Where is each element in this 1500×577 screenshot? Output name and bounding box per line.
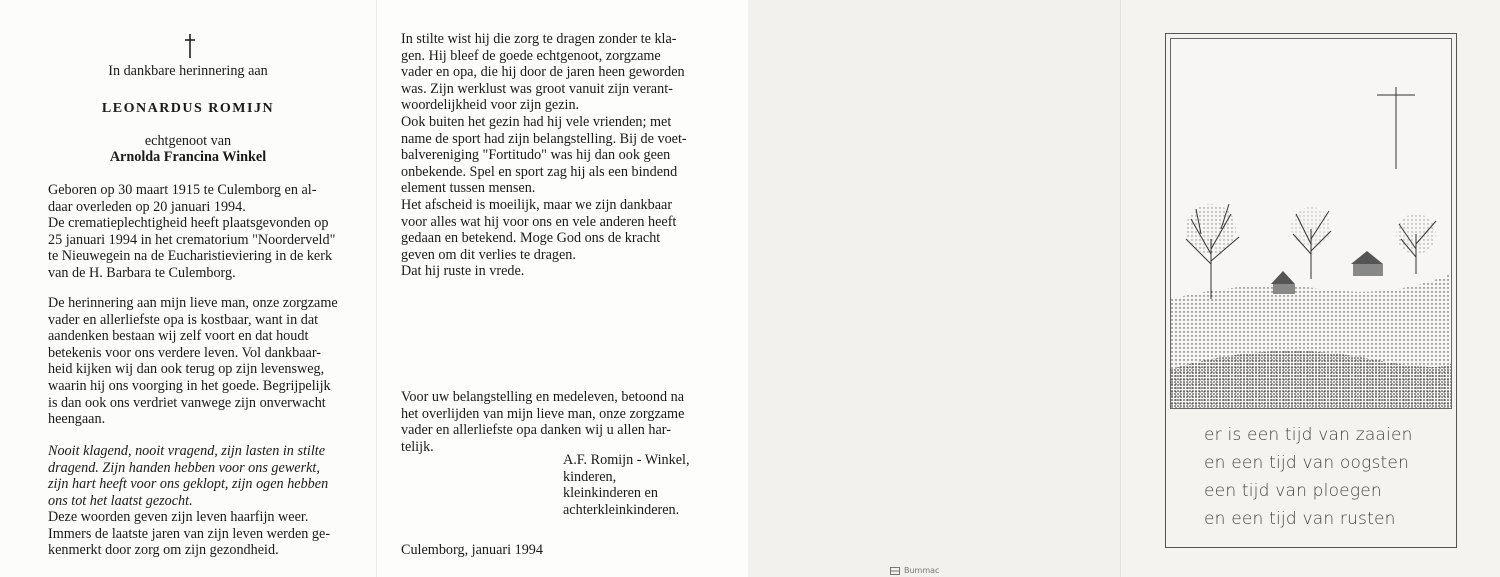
card-left-page bbox=[0, 0, 376, 577]
intro-text: In dankbare herinnering aan bbox=[108, 63, 268, 79]
thanks-line: telijk. bbox=[401, 438, 434, 455]
story-line: gedaan en betekend. Moge God ons de kracht bbox=[401, 230, 661, 247]
spouse-label: echtgenoot van bbox=[144, 133, 232, 149]
card-middle-page bbox=[376, 0, 749, 577]
memory-line: aandenken bestaan wij zelf voort en dat houdt bbox=[48, 328, 309, 345]
poem-line: er is een tijd van zaaien bbox=[1204, 425, 1413, 445]
story-line: In stilte wist hij die zorg te dragen zonder te kla- bbox=[401, 31, 677, 47]
story-line: vader en opa, die hij door de jaren heen geworden bbox=[401, 64, 685, 81]
memory-line: betekenis voor ons verdere leven. Vol dankbaar- bbox=[48, 344, 321, 361]
quote-line: dragend. Zijn handen hebben voor ons gewerkt, bbox=[48, 459, 320, 476]
outer-frame bbox=[1165, 33, 1457, 548]
story-line: woordelijkheid voor zijn gezin. bbox=[401, 97, 580, 114]
bio-line: daar overleden op 20 januari 1994. bbox=[48, 198, 246, 215]
spouse-name: Arnolda Francina Winkel bbox=[109, 149, 267, 165]
closing-line: Immers de laatste jaren van zijn leven werden ge- bbox=[48, 525, 331, 542]
quote-line: ons tot het laatst gezocht. bbox=[48, 492, 193, 509]
story-line: element tussen mensen. bbox=[401, 180, 536, 197]
thanks-line: het overlijden van mijn lieve man, onze zorgzame bbox=[401, 405, 685, 422]
story-line: Dat hij ruste in vrede. bbox=[401, 263, 525, 280]
memory-line: De herinnering aan mijn lieve man, onze zorgzame bbox=[48, 295, 338, 311]
story-line: gen. Hij bleef de goede echtgenoot, zorgzame bbox=[401, 47, 661, 64]
card-front-page bbox=[1120, 0, 1500, 577]
poem-line: en een tijd van rusten bbox=[1204, 509, 1396, 529]
bio-line: van de H. Barbara te Culemborg. bbox=[48, 264, 236, 281]
deceased-name: LEONARDUS ROMIJN bbox=[101, 101, 275, 116]
signature-block bbox=[563, 452, 690, 518]
bio-line: Geboren op 30 maart 1915 te Culemborg en al- bbox=[48, 182, 317, 198]
place-date: Culemborg, januari 1994 bbox=[401, 542, 543, 558]
thanks-line: Voor uw belangstelling en medeleven, betoond na bbox=[401, 389, 685, 405]
memory-line: vader en allerliefste opa is kostbaar, want in dat bbox=[48, 311, 319, 328]
memory-paragraph bbox=[48, 295, 360, 428]
story-line: was. Zijn werklust was groot vanuit zijn verant- bbox=[401, 80, 673, 97]
bio-line: te Nieuwegein na de Eucharistieviering in de kerk bbox=[48, 248, 333, 265]
signature-line: kinderen, bbox=[563, 468, 617, 485]
quote-paragraph bbox=[48, 443, 360, 509]
story-line: Ook buiten het gezin had hij vele vrienden; met bbox=[401, 113, 672, 130]
signature-line: A.F. Romijn - Winkel, bbox=[563, 452, 690, 468]
poem-line: een tijd van ploegen bbox=[1204, 481, 1382, 501]
bio-line: 25 januari 1994 in het crematorium "Noorderveld" bbox=[48, 231, 336, 248]
card-back-page bbox=[748, 0, 1120, 577]
memory-line: heid kijken wij dan ook terug op zijn levensweg, bbox=[48, 361, 325, 378]
quote-line: zijn hart heeft voor ons geklopt, zijn ogen hebben bbox=[48, 476, 329, 493]
publisher-logo-text: Bummac bbox=[904, 566, 940, 575]
poem-text bbox=[1204, 421, 1413, 533]
closing-line: Deze woorden geven zijn leven haarfijn weer. bbox=[48, 509, 309, 525]
story-line: voor alles wat hij voor ons en vele anderen heeft bbox=[401, 213, 677, 230]
bio-paragraph bbox=[48, 182, 360, 282]
thanks-paragraph bbox=[401, 389, 721, 455]
memory-line: heengaan. bbox=[48, 411, 106, 428]
story-line: balvereniging "Fortitudo" was hij dan ook geen bbox=[401, 147, 671, 164]
quote-line: Nooit klagend, nooit vragend, zijn lasten in stilte bbox=[48, 443, 326, 459]
cross-icon bbox=[183, 33, 197, 59]
landscape-illustration bbox=[1170, 38, 1452, 409]
closing-paragraph bbox=[48, 509, 360, 559]
signature-line: achterkleinkinderen. bbox=[563, 501, 680, 518]
landscape-drawing bbox=[1171, 39, 1451, 408]
story-line: name de sport had zijn belangstelling. Bij de voet- bbox=[401, 130, 687, 147]
signature-line: kleinkinderen en bbox=[563, 485, 658, 502]
thanks-line: vader en allerliefste opa danken wij u allen har- bbox=[401, 422, 671, 439]
story-paragraph bbox=[401, 31, 721, 280]
bio-line: De crematieplechtigheid heeft plaatsgevonden op bbox=[48, 215, 329, 232]
memory-line: is dan ook ons verdriet vanwege zijn onverwacht bbox=[48, 394, 326, 411]
story-line: geven om dit verlies te dragen. bbox=[401, 246, 576, 263]
closing-line: kenmerkt door zorg om zijn gezondheid. bbox=[48, 542, 279, 559]
story-line: onbekende. Spel en sport zag hij als een bindend bbox=[401, 163, 678, 180]
memory-line: waarin hij ons voorging in het goede. Begrijpelijk bbox=[48, 377, 331, 394]
story-line: Het afscheid is moeilijk, maar we zijn dankbaar bbox=[401, 196, 673, 213]
poem-line: en een tijd van oogsten bbox=[1204, 453, 1410, 473]
